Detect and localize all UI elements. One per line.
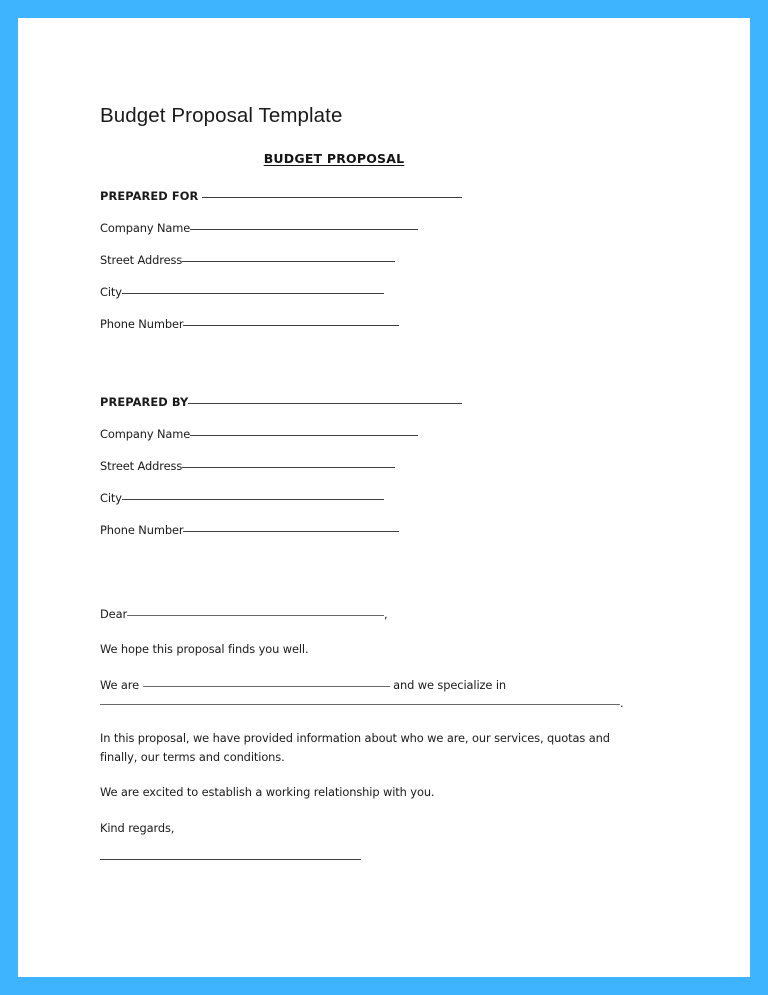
field-rule-city-for[interactable]: [122, 293, 384, 294]
field-prepared-for: [100, 189, 660, 203]
paragraph-excited: We are excited to establish a working relationship with you.: [100, 785, 435, 800]
document-content: [100, 104, 660, 860]
field-rule-street-address-by[interactable]: [182, 467, 395, 468]
signature-rule[interactable]: [100, 859, 361, 860]
field-label-company-name-for: Company Name: [100, 220, 191, 235]
salutation-suffix: ,: [384, 606, 388, 621]
specialize-rule[interactable]: [100, 704, 620, 705]
field-rule-company-name-for[interactable]: [190, 229, 418, 230]
specialize-suffix: .: [620, 696, 624, 710]
field-phone-number-for: [100, 317, 660, 331]
we-are-label: We are: [100, 677, 140, 692]
document-heading: BUDGET PROPOSAL: [263, 150, 405, 166]
document-page: [18, 18, 750, 977]
field-label-prepared-for: PREPARED FOR: [100, 188, 199, 203]
closing-line: Kind regards,: [100, 820, 175, 835]
salutation-line: [100, 605, 660, 623]
field-city-by: [100, 491, 660, 505]
field-rule-phone-number-for[interactable]: [183, 325, 399, 326]
prepared-for-section: [100, 189, 660, 331]
field-label-city-for: City: [100, 284, 122, 299]
field-label-company-name-by: Company Name: [100, 426, 191, 441]
field-label-phone-number-for: Phone Number: [100, 316, 184, 331]
field-label-street-address-by: Street Address: [100, 458, 183, 473]
field-company-name-for: [100, 221, 660, 235]
specialize-label: and we specialize in: [393, 677, 507, 692]
field-prepared-by: [100, 395, 660, 409]
field-city-for: [100, 285, 660, 299]
field-rule-prepared-for[interactable]: [202, 197, 462, 198]
field-rule-phone-number-by[interactable]: [183, 531, 399, 532]
salutation-label: Dear: [100, 606, 128, 621]
field-label-city-by: City: [100, 490, 122, 505]
letter-section: [100, 605, 660, 861]
letter-spacer: [100, 555, 660, 605]
field-rule-prepared-by[interactable]: [188, 403, 462, 404]
field-rule-street-address-for[interactable]: [182, 261, 395, 262]
prepared-by-section: [100, 395, 660, 537]
we-are-rule[interactable]: [143, 686, 390, 687]
field-street-address-for: [100, 253, 660, 267]
field-rule-company-name-by[interactable]: [190, 435, 418, 436]
field-street-address-by: [100, 459, 660, 473]
paragraph-hope: We hope this proposal finds you well.: [100, 642, 309, 657]
page-title: Budget Proposal Template: [100, 104, 343, 127]
field-rule-city-by[interactable]: [122, 499, 384, 500]
field-label-phone-number-by: Phone Number: [100, 522, 184, 537]
field-company-name-by: [100, 427, 660, 441]
salutation-rule[interactable]: [127, 615, 384, 616]
signature-block: [100, 859, 660, 860]
field-label-street-address-for: Street Address: [100, 252, 183, 267]
section-spacer: [100, 349, 660, 395]
field-label-prepared-by: PREPARED BY: [100, 394, 189, 409]
field-phone-number-by: [100, 523, 660, 537]
we-are-line: [100, 676, 648, 713]
paragraph-proposal: In this proposal, we have provided information about who we are, our services, quotas and finally, our terms and conditions.: [100, 731, 610, 764]
